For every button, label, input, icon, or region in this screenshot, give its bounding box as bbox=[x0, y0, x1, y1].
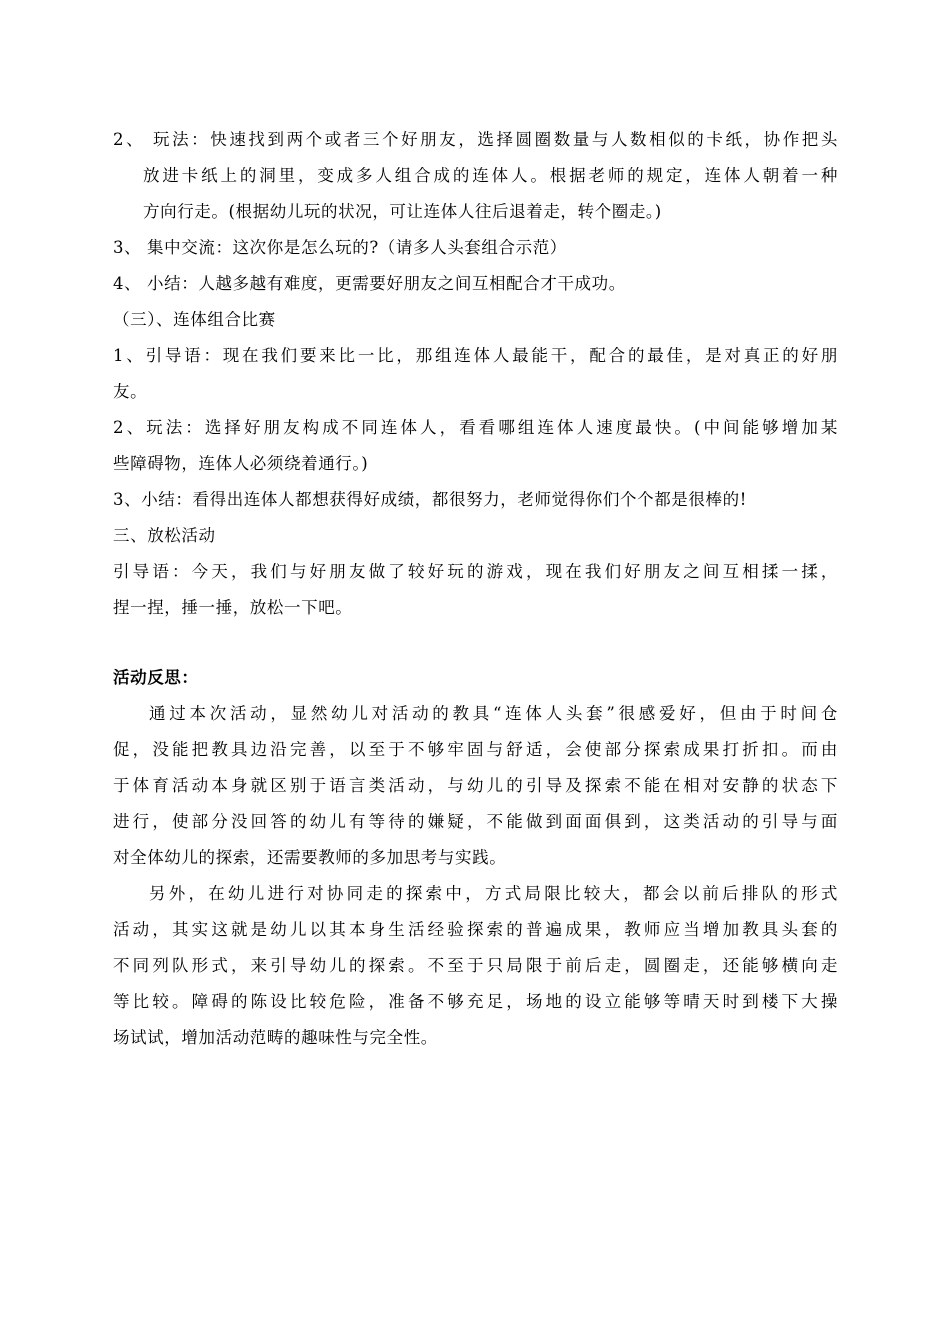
item-2-line-3: 方向行走。(根据幼儿玩的状况，可让连体人往后退着走，转个圈走。) bbox=[143, 202, 662, 221]
document-page bbox=[113, 122, 838, 1056]
sub3-item-2-line-1: 2、玩法：选择好朋友构成不同连体人，看看哪组连体人速度最快。(中间能够增加某 bbox=[113, 418, 838, 437]
sub3-item-1-line-1: 1、引导语：现在我们要来比一比，那组连体人最能干，配合的最佳，是对真正的好朋 bbox=[113, 346, 838, 365]
section-three-line-1: 引导语：今天，我们与好朋友做了较好玩的游戏，现在我们好朋友之间互相揉一揉， bbox=[113, 562, 838, 581]
reflection-p1-line-1: 通过本次活动，显然幼儿对活动的教具“连体人头套”很感爱好，但由于时间仓 bbox=[149, 704, 838, 723]
reflection-p2-line-1: 另外，在幼儿进行对协同走的探索中，方式局限比较大，都会以前后排队的形式 bbox=[149, 884, 838, 903]
reflection-p2-line-2: 活动，其实这就是幼儿以其本身生活经验探索的普遍成果，教师应当增加教具头套的 bbox=[113, 920, 838, 939]
item-2-line-2: 放进卡纸上的洞里，变成多人组合成的连体人。根据老师的规定，连体人朝着一种 bbox=[143, 166, 838, 185]
blank-line bbox=[113, 626, 838, 660]
reflection-p1-line-4: 进行，使部分没回答的幼儿有等待的嫌疑，不能做到面面俱到，这类活动的引导与面 bbox=[113, 812, 838, 831]
section-three-line-2: 捏一捏，捶一捶，放松一下吧。 bbox=[113, 598, 353, 617]
reflection-p1-line-3: 于体育活动本身就区别于语言类活动，与幼儿的引导及探索不能在相对安静的状态下 bbox=[113, 776, 838, 795]
reflection-p2-line-5: 场试试，增加活动范畴的趣味性与完全性。 bbox=[113, 1028, 438, 1047]
reflection-p1-line-2: 促，没能把教具边沿完善，以至于不够牢固与舒适，会使部分探索成果打折扣。而由 bbox=[113, 740, 838, 759]
item-4-line-1: 4、 小结：人越多越有难度，更需要好朋友之间互相配合才干成功。 bbox=[113, 274, 626, 293]
reflection-p2-line-3: 不同列队形式，来引导幼儿的探索。不至于只局限于前后走，圆圈走，还能够横向走 bbox=[113, 956, 838, 975]
reflection-heading: 活动反思： bbox=[113, 668, 199, 687]
sub3-item-3-line-1: 3、小结：看得出连体人都想获得好成绩，都很努力，老师觉得你们个个都是很棒的! bbox=[113, 490, 747, 509]
sub3-item-1-line-2: 友。 bbox=[113, 382, 148, 401]
reflection-p2-line-4: 等比较。障碍的陈设比较危险，准备不够充足，场地的设立能够等晴天时到楼下大操 bbox=[113, 992, 838, 1011]
item-3-line-1: 3、 集中交流：这次你是怎么玩的?（请多人头套组合示范） bbox=[113, 238, 567, 257]
reflection-p1-line-5: 对全体幼儿的探索，还需要教师的多加思考与实践。 bbox=[113, 848, 507, 867]
subsection-three-title: （三）、连体组合比赛 bbox=[113, 310, 276, 329]
section-three-title: 三、放松活动 bbox=[113, 526, 216, 545]
item-2-line-1: 2、 玩法：快速找到两个或者三个好朋友，选择圆圈数量与人数相似的卡纸，协作把头 bbox=[113, 130, 838, 149]
sub3-item-2-line-2: 些障碍物，连体人必须绕着通行。) bbox=[113, 454, 369, 473]
